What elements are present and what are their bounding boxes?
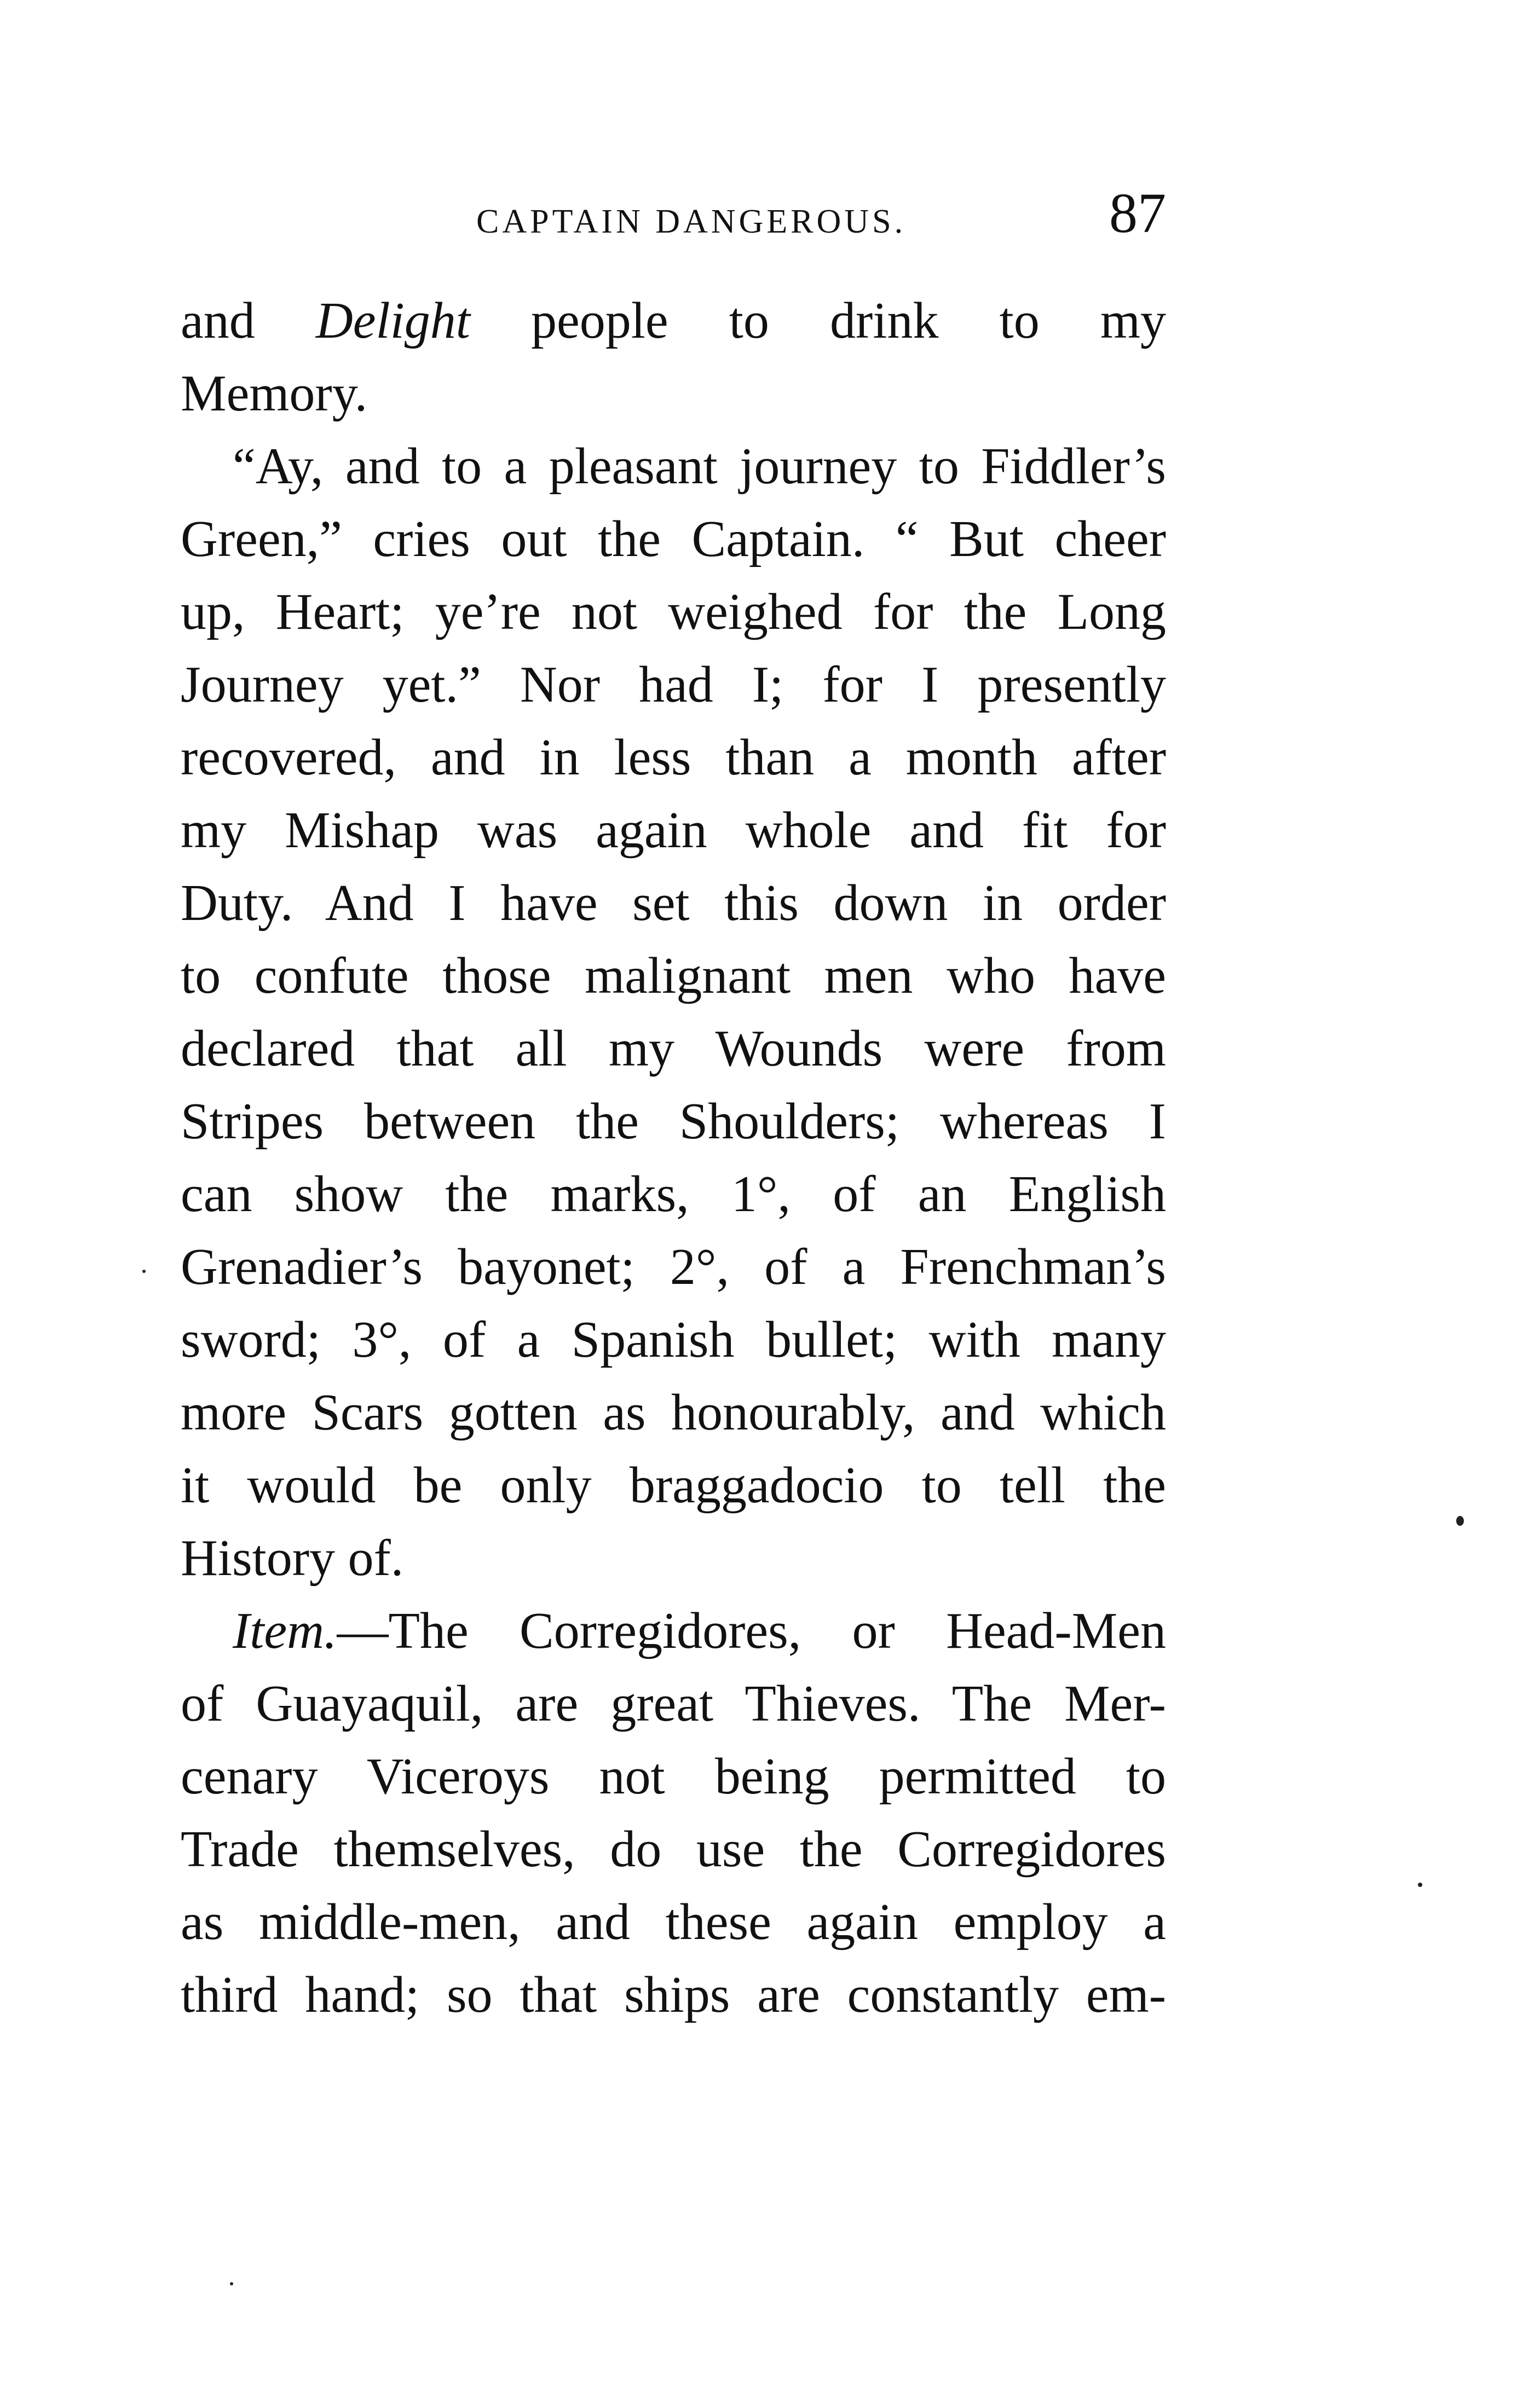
text-line: History of. xyxy=(181,1530,404,1587)
text-line: of Guayaquil, are great Thieves. The Mer- xyxy=(181,1675,1166,1732)
text-line: Journey yet.” Nor had I; for I presently xyxy=(181,656,1166,713)
text-line: Trade themselves, do use the Corregidores xyxy=(181,1821,1166,1878)
ink-speck xyxy=(1418,1883,1422,1887)
body-text xyxy=(181,285,1166,2031)
text-line: Duty. And I have set this down in order xyxy=(181,875,1166,931)
text-line: can show the marks, 1°, of an English xyxy=(181,1166,1166,1223)
text-line: up, Heart; ye’re not weighed for the Long xyxy=(181,583,1166,640)
text-line: cenary Viceroys not being permitted to xyxy=(181,1748,1166,1805)
text-line: sword; 3°, of a Spanish bullet; with many xyxy=(181,1311,1166,1368)
text-line: recovered, and in less than a month after xyxy=(181,729,1166,786)
text-line: my Mishap was again whole and fit for xyxy=(181,802,1166,859)
text-line: to confute those malignant men who have xyxy=(181,947,1166,1004)
text-line: third hand; so that ships are constantly em- xyxy=(181,1966,1166,2023)
italic-word: Item. xyxy=(233,1602,337,1659)
text-line: Stripes between the Shoulders; whereas I xyxy=(181,1093,1166,1150)
running-head xyxy=(181,181,1166,257)
text-line: “Ay, and to a pleasant journey to Fiddler’s xyxy=(233,438,1166,495)
page-number: 87 xyxy=(1109,182,1166,245)
italic-word: Delight xyxy=(315,292,470,349)
text-line: more Scars gotten as honourably, and which xyxy=(181,1384,1166,1441)
ink-speck xyxy=(142,1270,146,1273)
text-line: declared that all my Wounds were from xyxy=(181,1020,1166,1077)
text-line: Memory. xyxy=(181,365,368,422)
running-title: CAPTAIN DANGEROUS. xyxy=(476,203,907,240)
ink-speck xyxy=(230,2282,233,2285)
text-line: and Delight people to drink to my xyxy=(181,292,1166,349)
text-line: Green,” cries out the Captain. “ But cheer xyxy=(181,511,1166,568)
text-line: it would be only braggadocio to tell the xyxy=(181,1457,1166,1514)
text-line: Grenadier’s bayonet; 2°, of a Frenchman’s xyxy=(181,1238,1166,1295)
text-line: as middle-men, and these again employ a xyxy=(181,1894,1166,1950)
text-line: Item.—The Corregidores, or Head-Men xyxy=(233,1602,1166,1659)
ink-speck xyxy=(1456,1516,1464,1526)
